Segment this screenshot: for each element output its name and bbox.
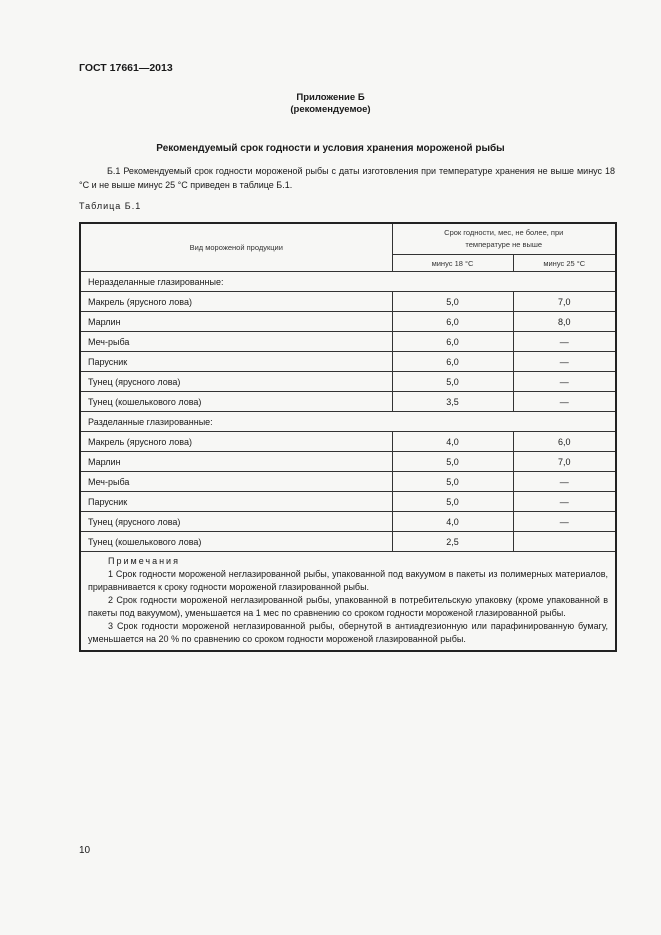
page-number: 10 [79, 845, 91, 856]
minus18-value-cell: 5,0 [392, 452, 513, 472]
table-row [80, 432, 616, 452]
table-row [80, 392, 616, 412]
table-row [80, 292, 616, 312]
group-header-row [80, 412, 616, 432]
product-name-cell: Тунец (кошелькового лова) [80, 532, 392, 552]
column-header-term: Срок годности, мес, не более, при температуре не выше [392, 223, 616, 255]
product-name-cell: Тунец (ярусного лова) [80, 512, 392, 532]
minus18-value-cell: 5,0 [392, 372, 513, 392]
minus18-value-cell: 5,0 [392, 472, 513, 492]
minus18-value-cell: 4,0 [392, 432, 513, 452]
minus25-value-cell [513, 532, 616, 552]
minus25-value-cell: — [513, 372, 616, 392]
product-name-cell: Тунец (кошелькового лова) [80, 392, 392, 412]
minus25-value-cell: — [513, 352, 616, 372]
minus25-value-cell: 7,0 [513, 452, 616, 472]
table-label: Таблица Б.1 [79, 201, 142, 211]
table-row [80, 512, 616, 532]
minus18-value-cell: 6,0 [392, 312, 513, 332]
minus25-value-cell: — [513, 332, 616, 352]
note-item: 1 Срок годности мороженой неглазированной рыбы, упакованной под вакуумом в пакеты из полимерных материалов, приравнивается к сроку годности мороженой глазированной рыбы. [88, 569, 608, 592]
appendix-subtitle: (рекомендуемое) [290, 104, 371, 115]
appendix-title: Приложение Б [296, 92, 365, 103]
minus25-value-cell: — [513, 512, 616, 532]
note-item: 2 Срок годности мороженой неглазированной рыбы, упакованной в потребительскую упаковку (кроме упакованной в пакеты под вакуумом), уменьшается на 1 мес по сравнению со сроком годности мороженой глазированной рыбы. [88, 595, 608, 618]
minus25-value-cell: 6,0 [513, 432, 616, 452]
minus18-value-cell: 2,5 [392, 532, 513, 552]
minus18-value-cell: 6,0 [392, 332, 513, 352]
product-name-cell: Парусник [80, 492, 392, 512]
minus25-value-cell: — [513, 392, 616, 412]
table-row [80, 312, 616, 332]
minus18-value-cell: 5,0 [392, 292, 513, 312]
minus18-value-cell: 5,0 [392, 492, 513, 512]
product-name-cell: Марлин [80, 312, 392, 332]
product-name-cell: Макрель (ярусного лова) [80, 292, 392, 312]
table-row [80, 452, 616, 472]
table-row [80, 532, 616, 552]
table-row [80, 492, 616, 512]
minus25-value-cell: 8,0 [513, 312, 616, 332]
notes-row [80, 552, 616, 652]
minus18-value-cell: 4,0 [392, 512, 513, 532]
product-name-cell: Меч-рыба [80, 332, 392, 352]
table-row [80, 332, 616, 352]
product-name-cell: Парусник [80, 352, 392, 372]
section-title: Рекомендуемый срок годности и условия хранения мороженой рыбы [156, 143, 505, 154]
table-row [80, 472, 616, 492]
shelf-life-table [79, 222, 617, 652]
notes-title: Примечания [108, 556, 180, 566]
product-name-cell: Тунец (ярусного лова) [80, 372, 392, 392]
minus25-value-cell: — [513, 472, 616, 492]
note-item: 3 Срок годности мороженой неглазированной рыбы, обернутой в антиадгезионную или парафинированную бумагу, уменьшается на 20 % по сравнению со сроком годности мороженой глазированной рыбы. [88, 621, 608, 644]
notes-cell [80, 552, 616, 652]
column-header-minus18: минус 18 °С [392, 255, 513, 272]
minus25-value-cell: 7,0 [513, 292, 616, 312]
product-name-cell: Меч-рыба [80, 472, 392, 492]
product-name-cell: Марлин [80, 452, 392, 472]
minus18-value-cell: 6,0 [392, 352, 513, 372]
minus25-value-cell: — [513, 492, 616, 512]
group-title: Разделанные глазированные: [80, 412, 616, 432]
table-row [80, 372, 616, 392]
minus18-value-cell: 3,5 [392, 392, 513, 412]
column-header-product: Вид мороженой продукции [80, 223, 392, 272]
table-row [80, 352, 616, 372]
column-header-minus25: минус 25 °С [513, 255, 616, 272]
document-code: ГОСТ 17661—2013 [79, 62, 173, 74]
intro-paragraph: Б.1 Рекомендуемый срок годности мороженой рыбы с даты изготовления при температуре хранения не выше минус 18 °С и не выше минус 25 °С приведен в таблице Б.1. [79, 166, 615, 190]
product-name-cell: Макрель (ярусного лова) [80, 432, 392, 452]
group-title: Неразделанные глазированные: [80, 272, 616, 292]
group-header-row [80, 272, 616, 292]
